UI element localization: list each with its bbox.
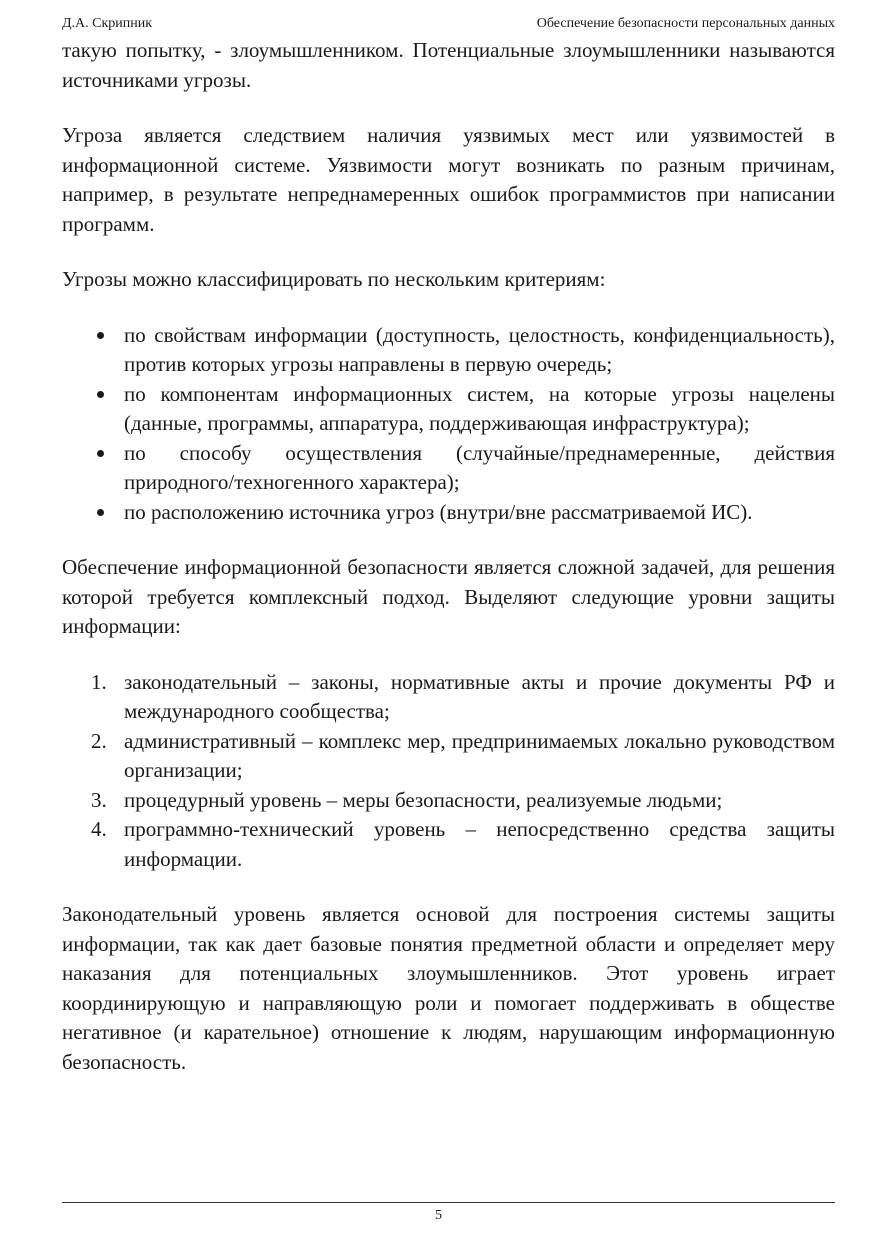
list-item: [62, 815, 835, 874]
bullet-icon: [97, 509, 104, 516]
list-item-text: законодательный – законы, нормативные акты и прочие документы РФ и международного сообщества;: [124, 669, 835, 723]
list-number: 3.: [91, 787, 107, 812]
bullet-icon: [97, 391, 104, 398]
paragraph-security-levels-intro: Обеспечение информационной безопасности является сложной задачей, для решения которой требуется комплексный подход. Выделяют следующие уровни защиты информации:: [62, 555, 835, 638]
list-number: 4.: [91, 817, 107, 841]
list-number: 1.: [91, 669, 107, 694]
list-item-text: по компонентам информационных систем, на которые угрозы нацелены (данные, программы, аппаратура, поддерживающая инфраструктура);: [124, 381, 835, 435]
list-item: [62, 498, 835, 528]
list-item: [62, 786, 835, 816]
criteria-list: [62, 321, 835, 528]
list-item-text: административный – комплекс мер, предпринимаемых локально руководством организации;: [124, 728, 835, 782]
list-item: [62, 321, 835, 380]
paragraph-threat-sources: такую попытку, - злоумышленником. Потенциальные злоумышленники называются источниками угрозы.: [62, 38, 835, 92]
header-author: Д.А. Скрипник: [62, 16, 153, 31]
list-item: [62, 668, 835, 727]
list-item: [62, 380, 835, 439]
footer-divider: [62, 1202, 835, 1203]
list-number: 2.: [91, 728, 107, 753]
list-item-text: по свойствам информации (доступность, целостность, конфиденциальность), против которых угрозы направлены в первую очередь;: [124, 322, 835, 376]
bullet-icon: [97, 450, 104, 457]
paragraph-legislative-level: Законодательный уровень является основой для построения системы защиты информации, так как дает базовые понятия предметной области и определяет меру наказания для потенциальных злоумышленников. Этот уровень играет координирующую и направляющую роли и помогает поддерживать в обществе негативное (и карательное) отношение к людям, нарушающим информационную безопасность.: [62, 902, 835, 1074]
header-title: Обеспечение безопасности персональных данных: [536, 16, 835, 31]
page-number: 5: [435, 1208, 442, 1223]
paragraph-classification-intro: Угрозы можно классифицировать по нескольким критериям:: [62, 267, 606, 291]
paragraph-vulnerabilities: Угроза является следствием наличия уязвимых мест или уязвимостей в информационной системе. Уязвимости могут возникать по разным причинам, например, в результате непреднамеренных ошибок программистов при написании программ.: [62, 123, 835, 236]
list-item: [62, 727, 835, 786]
list-item-text: по расположению источника угроз (внутри/вне рассматриваемой ИС).: [124, 499, 753, 524]
bullet-icon: [97, 332, 104, 339]
page-body: [62, 36, 835, 1077]
list-item: [62, 439, 835, 498]
list-item-text: программно-технический уровень – непосредственно средства защиты информации.: [124, 817, 835, 871]
protection-levels-list: [62, 668, 835, 875]
list-item-text: процедурный уровень – меры безопасности, реализуемые людьми;: [124, 787, 723, 812]
list-item-text: по способу осуществления (случайные/преднамеренные, действия природного/техногенного характера);: [124, 440, 835, 494]
running-header: [62, 14, 835, 34]
